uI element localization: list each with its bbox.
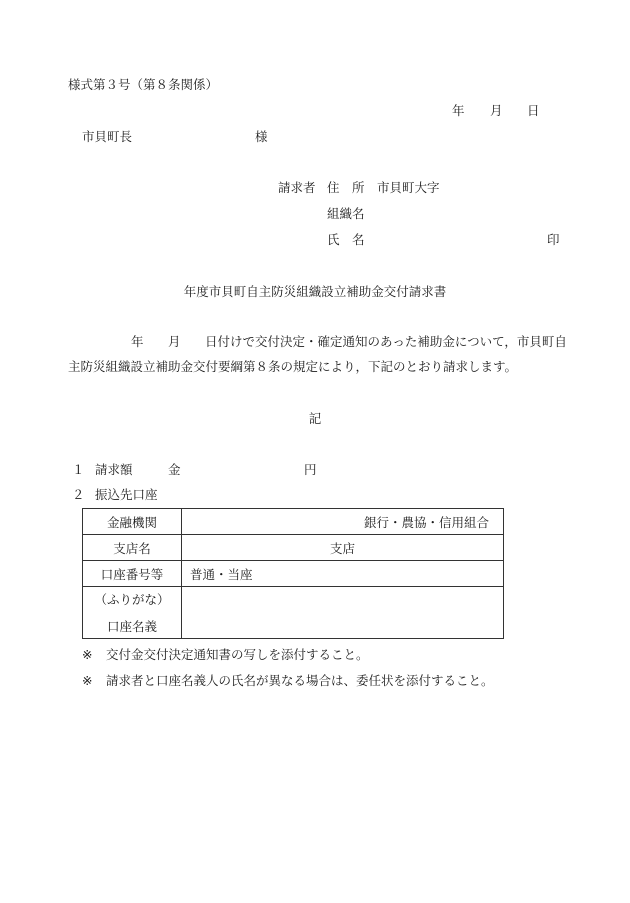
account-holder-field[interactable]	[182, 587, 504, 639]
table-row	[83, 587, 504, 639]
item-2-number: ２	[72, 487, 85, 502]
organization-label: 組織名	[327, 206, 365, 221]
item-1-label: 請求額	[95, 462, 133, 477]
item-2-label: 振込先口座	[95, 487, 158, 502]
table-row	[83, 535, 504, 561]
account-number-field[interactable]: 普通・当座	[182, 561, 504, 587]
note-2-mark: ※	[82, 673, 93, 688]
requester-label: 請求者	[278, 180, 316, 195]
branch-name-label: 支店名	[83, 535, 182, 561]
ki-heading: 記	[308, 411, 322, 426]
addressee-honorific: 様	[255, 129, 268, 144]
account-number-label: 口座番号等	[83, 561, 182, 587]
address-label: 住 所	[327, 180, 365, 195]
note-2-text: 請求者と口座名義人の氏名が異なる場合は、委任状を添付すること。	[106, 673, 494, 688]
date-year-label: 年	[452, 103, 465, 118]
table-row	[83, 561, 504, 587]
body-line-1: 日付けで交付決定・確定通知のあった補助金について，市貝町自	[205, 334, 567, 349]
note-1-mark: ※	[82, 647, 93, 662]
account-holder-label-cell	[83, 587, 182, 639]
date-day-label: 日	[527, 103, 540, 118]
financial-institution-field[interactable]: 銀行・農協・信用組合	[182, 509, 504, 535]
yen-unit: 円	[304, 462, 317, 477]
branch-name-field[interactable]: 支店	[182, 535, 504, 561]
seal-mark: 印	[547, 232, 560, 247]
form-number: 様式第３号（第８条関係）	[68, 77, 219, 92]
name-label: 氏 名	[327, 232, 365, 247]
body-year-label: 年	[131, 334, 144, 349]
document-title: 年度市貝町自主防災組織設立補助金交付請求書	[183, 284, 447, 299]
account-holder-label: 口座名義	[106, 619, 157, 634]
body-month-label: 月	[168, 334, 181, 349]
furigana-label: （ふりがな）	[94, 592, 170, 607]
body-line-2: 主防災組織設立補助金交付要綱第８条の規定により，下記のとおり請求します。	[68, 359, 518, 374]
currency-prefix: 金	[168, 462, 181, 477]
addressee-name: 市貝町長	[82, 129, 133, 144]
bank-account-table	[82, 508, 504, 639]
item-1-number: １	[72, 462, 85, 477]
date-month-label: 月	[490, 103, 503, 118]
table-row	[83, 509, 504, 535]
financial-institution-label: 金融機関	[83, 509, 182, 535]
note-1-text: 交付金交付決定通知書の写しを添付すること。	[106, 647, 369, 662]
address-value: 市貝町大字	[377, 180, 440, 195]
